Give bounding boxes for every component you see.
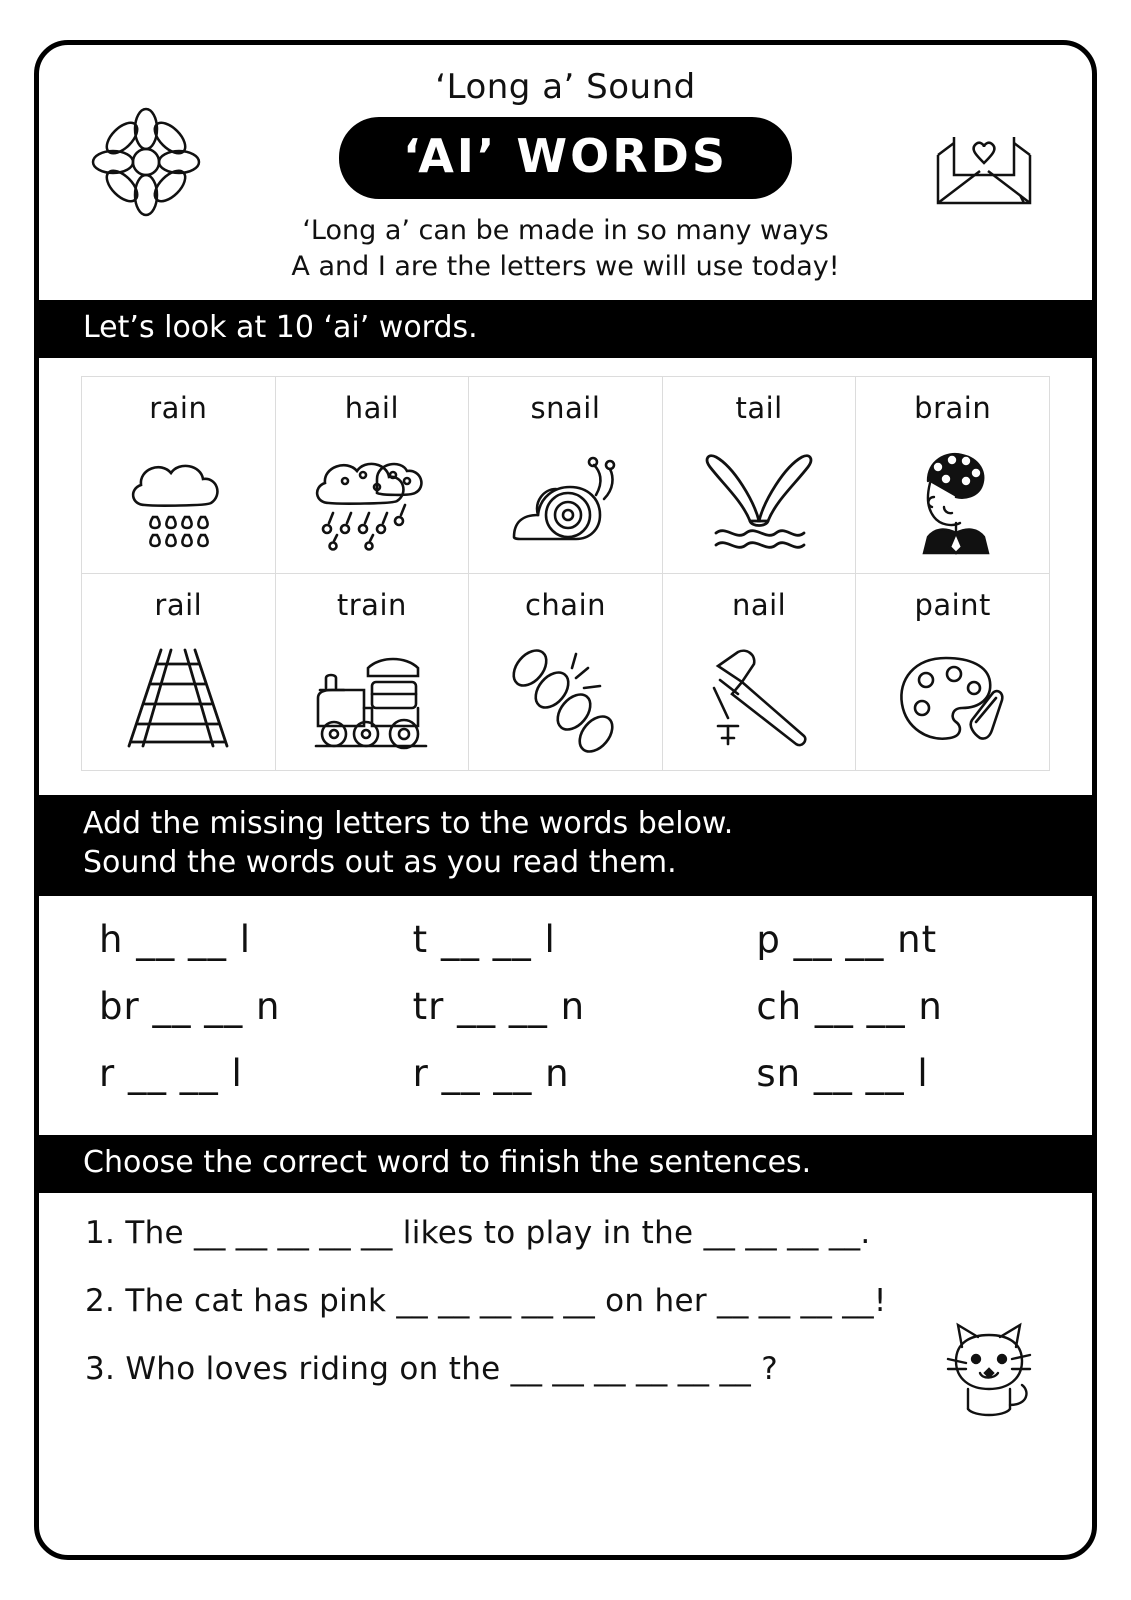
- brain-head-icon: [898, 429, 1008, 573]
- blank-item[interactable]: tr __ __ n: [412, 985, 586, 1029]
- word-cell-nail: [663, 574, 857, 771]
- blank-row: [99, 918, 1032, 961]
- word-label: brain: [914, 391, 992, 426]
- hammer-nail-icon: [694, 626, 824, 770]
- blank-item[interactable]: sn __ __ l: [756, 1052, 929, 1096]
- sentence-item[interactable]: 3. Who loves riding on the __ __ __ __ __ __ ?: [85, 1351, 778, 1388]
- train-icon: [302, 626, 442, 770]
- intro-line-2: A and I are the letters we will use today!: [291, 251, 840, 283]
- blank-item[interactable]: br __ __ n: [99, 985, 281, 1029]
- word-cell-snail: [469, 377, 663, 574]
- railroad-track-icon: [113, 626, 243, 770]
- blank-row: [99, 985, 1032, 1028]
- word-cell-rain: [82, 377, 276, 574]
- section-3-bar: Choose the correct word to finish the sentences.: [39, 1135, 1092, 1193]
- word-label: snail: [530, 391, 601, 426]
- worksheet-header: [39, 45, 1092, 300]
- intro-line-1: ‘Long a’ can be made in so many ways: [302, 215, 829, 246]
- blank-item[interactable]: r __ __ n: [412, 1052, 570, 1096]
- hail-cloud-icon: [307, 429, 437, 573]
- word-label: paint: [914, 588, 991, 623]
- flower-icon: [91, 107, 201, 217]
- word-cell-paint: [856, 574, 1050, 771]
- word-grid-wrapper: [39, 358, 1092, 795]
- blank-item[interactable]: h __ __ l: [99, 918, 252, 962]
- word-cell-hail: [276, 377, 470, 574]
- cat-icon: [934, 1313, 1044, 1423]
- blank-item[interactable]: r __ __ l: [99, 1052, 243, 1096]
- word-cell-tail: [663, 377, 857, 574]
- section-2-bar-line-1: Add the missing letters to the words below.: [83, 806, 734, 842]
- sentence-item[interactable]: 2. The cat has pink __ __ __ __ __ on her __ __ __ __!: [85, 1283, 887, 1320]
- blank-item[interactable]: ch __ __ n: [756, 985, 943, 1029]
- word-cell-rail: [82, 574, 276, 771]
- word-label: hail: [344, 391, 400, 426]
- word-label: rain: [149, 391, 208, 426]
- word-cell-train: [276, 574, 470, 771]
- section-2-bar-line-2: Sound the words out as you read them.: [83, 844, 677, 880]
- sentences-exercise: [39, 1193, 1092, 1429]
- chain-link-icon: [500, 626, 630, 770]
- envelope-heart-icon: [924, 115, 1044, 215]
- missing-letters-exercise: [39, 896, 1092, 1135]
- sentence-item[interactable]: 1. The __ __ __ __ __ likes to play in the __ __ __ __.: [85, 1215, 871, 1252]
- paint-palette-icon: [888, 626, 1018, 770]
- worksheet-border: [34, 40, 1097, 1560]
- snail-icon: [500, 429, 630, 573]
- worksheet-title: ‘AI’ WORDS: [339, 117, 792, 199]
- word-label: tail: [735, 391, 783, 426]
- section-1-bar: Let’s look at 10 ‘ai’ words.: [39, 300, 1092, 358]
- blank-item[interactable]: t __ __ l: [412, 918, 556, 962]
- section-2-bar: [39, 795, 1092, 896]
- worksheet-supertitle: ‘Long a’ Sound: [435, 67, 696, 107]
- word-grid: [81, 376, 1050, 771]
- whale-tail-icon: [694, 429, 824, 573]
- word-cell-chain: [469, 574, 663, 771]
- word-cell-brain: [856, 377, 1050, 574]
- word-label: rail: [154, 588, 203, 623]
- word-label: train: [336, 588, 407, 623]
- worksheet-intro: [39, 213, 1092, 286]
- rain-cloud-icon: [119, 429, 237, 573]
- word-label: chain: [524, 588, 607, 623]
- blank-row: [99, 1052, 1032, 1095]
- blank-item[interactable]: p __ __ nt: [756, 918, 938, 962]
- word-label: nail: [731, 588, 787, 623]
